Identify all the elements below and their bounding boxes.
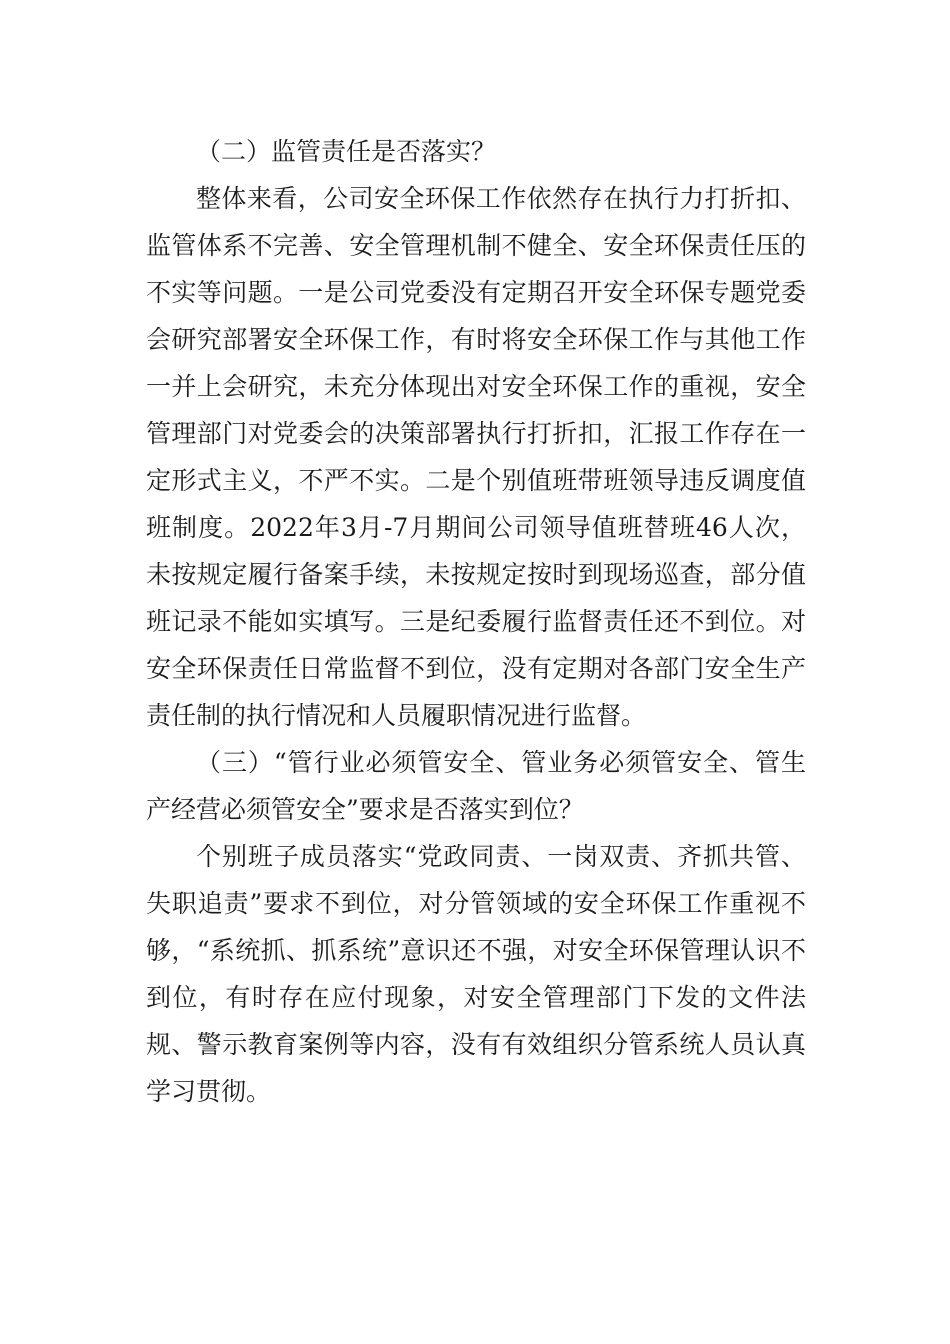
section-heading-three-musts: （三）“管行业必须管安全、管业务必须管安全、管生产经营必须管安全”要求是否落实到位？ <box>146 748 806 824</box>
section-heading-supervision: （二）监管责任是否落实？ <box>196 137 497 166</box>
paragraph-three-musts-findings: 个别班子成员落实“党政同责、一岗双责、齐抓共管、失职追责”要求不到位，对分管领域的安全环保工作重视不够，“系统抓、抓系统”意识还不强，对安全环保管理认识不到位，有时存在应付现象，对安全管理部门下发的文件法规、警示教育案例等内容，没有有效组织分管系统人员认真学习贯彻。 <box>146 842 806 1106</box>
document-body <box>146 128 806 1115</box>
paragraph-supervision-findings: 整体来看，公司安全环保工作依然存在执行力打折扣、监管体系不完善、安全管理机制不健全、安全环保责任压的不实等问题。一是公司党委没有定期召开安全环保专题党委会研究部署安全环保工作，有时将安全环保工作与其他工作一并上会研究，未充分体现出对安全环保工作的重视，安全管理部门对党委会的决策部署执行打折扣，汇报工作存在一定形式主义，不严不实。二是个别值班带班领导违反调度值班制度。2022年3月-7月期间公司领导值班替班46人次，未按规定履行备案手续，未按规定按时到现场巡查，部分值班记录不能如实填写。三是纪委履行监督责任还不到位。对安全环保责任日常监督不到位，没有定期对各部门安全生产责任制的执行情况和人员履职情况进行监督。 <box>146 184 806 730</box>
